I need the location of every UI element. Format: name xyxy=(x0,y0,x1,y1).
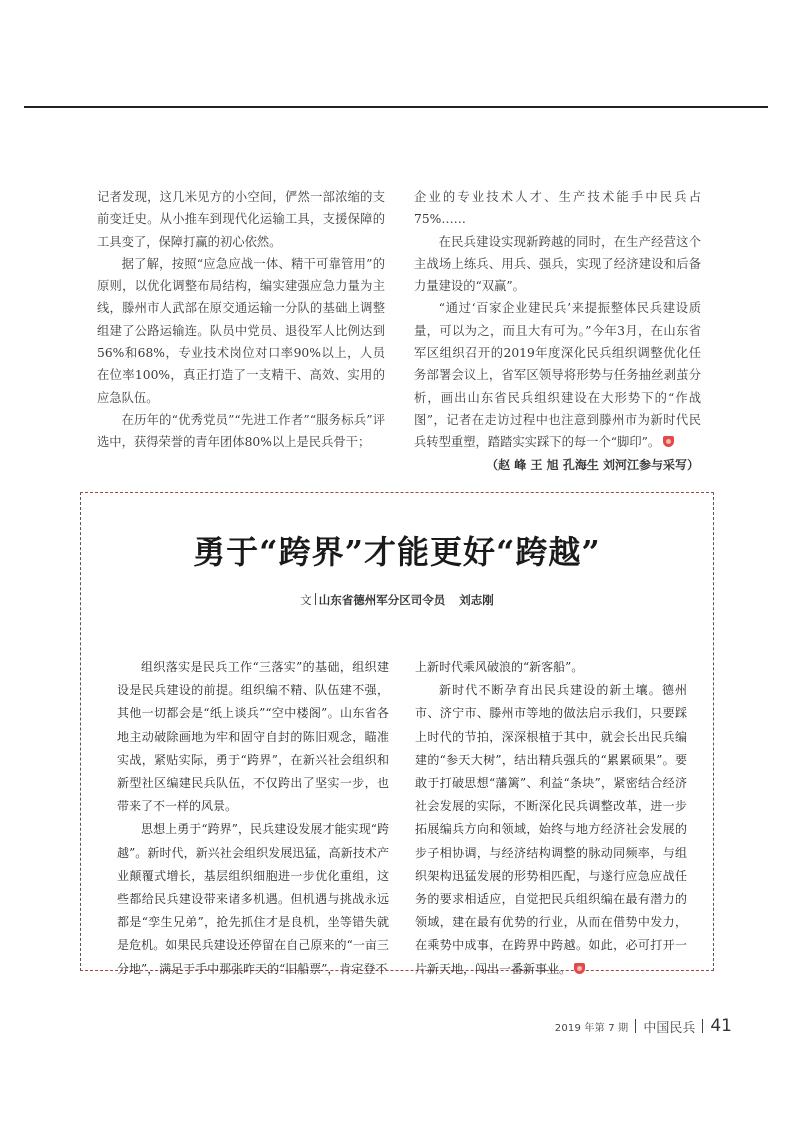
upper-article-left-column xyxy=(97,186,385,454)
paragraph-text: “通过‘百家企业建民兵’来提振整体民兵建设质量，可以为之，而且大有可为。”今年3月，在山东省军区组织召开的2019年度深化民兵组织调整优化任务部署会议上，省军区领导将形势与任务抽丝剥茧分析，画出山东省民兵组织建设在大形势下的“作战图”，记者在走访过程中也注意到滕州市为新时代民兵转型重塑，踏踏实实踩下的每一个“脚印”。 xyxy=(414,301,701,450)
paragraph: 在历年的“优秀党员”“先进工作者”“服务标兵”评选中，获得荣誉的青年团体80%以上是民兵骨干； xyxy=(97,412,385,450)
footer-divider xyxy=(635,1019,636,1033)
feature-left-column xyxy=(117,656,389,981)
end-mark-icon xyxy=(574,963,585,974)
byline-divider xyxy=(315,593,316,605)
paragraph: 组织落实是民兵工作“三落实”的基础，组织建设是民兵建设的前提。组织编不精、队伍建不强，其他一切都会是“纸上谈兵”“空中楼阁”。山东省各地主动破除画地为牢和固守自封的陈旧观念，瞄准实战，紧贴实际，勇于“跨界”，在新兴社会组织和新型社区编建民兵队伍，不仅跨出了坚实一步，也带来了不一样的风景。 xyxy=(117,660,389,814)
paragraph: 据了解，按照“应急应战一体、精干可靠管用”的原则，以优化调整布局结构，编实建强应急力量为主线，滕州市人武部在原交通运输一分队的基础上调整组建了公路运输连。队员中党员、退役军人比例达到56%和68%，专业技术岗位对口率90%以上，人员在位率100%，真正打造了一支精干、高效、实用的应急队伍。 xyxy=(97,256,385,405)
header-rule xyxy=(24,106,768,108)
byline-prefix: 文 xyxy=(300,593,312,607)
byline-author: 刘志刚 xyxy=(459,593,494,607)
paragraph: 思想上勇于“跨界”，民兵建设发展才能实现“跨越”。新时代，新兴社会组织发展迅猛，高新技术产业颠覆式增长，基层组织细胞进一步优化重组，这些都给民兵建设带来诸多机遇。但机遇与挑战永远都是“孪生兄弟”，抢先抓住才是良机，坐等错失就是危机。如果民兵建设还停留在自己原来的“一亩三分地”，满足于手中那张昨天的“旧船票”，肯定登不 xyxy=(117,822,389,976)
paragraph: 在民兵建设实现新跨越的同时，在生产经营这个主战场上练兵、用兵、强兵，实现了经济建设和后备力量建设的“双赢”。 xyxy=(414,234,701,294)
paragraph: 企业的专业技术人才、生产技术能手中民兵占75%…… xyxy=(414,190,701,227)
paragraph xyxy=(415,679,687,981)
page-number: 41 xyxy=(710,1016,732,1036)
feature-right-column xyxy=(415,656,687,981)
feature-byline xyxy=(0,592,794,608)
issue-label: 2019 年第 7 期 xyxy=(554,1022,629,1034)
page-footer xyxy=(555,1016,732,1036)
end-mark-icon xyxy=(663,436,674,447)
byline-role: 山东省德州军分区司令员 xyxy=(318,593,446,607)
paragraph: 记者发现，这几米见方的小空间，俨然一部浓缩的支前变迁史。从小推车到现代化运输工具，支援保障的工具变了，保障打赢的初心依然。 xyxy=(97,190,385,249)
contributors-byline: （赵 峰 王 旭 孔海生 刘河江参与采写） xyxy=(486,457,699,472)
paragraph xyxy=(414,297,701,453)
paragraph-text: 新时代不断孕育出民兵建设的新土壤。德州市、济宁市、滕州市等地的做法启示我们，只要踩上时代的节拍，深深根植于其中，就会长出民兵编建的“参天大树”，结出精兵强兵的“累累硕果”。要敢于打破思想“藩篱”、利益“条块”，紧密结合经济社会发展的实际，不断深化民兵调整改革，进一步拓展编兵方向和领域，始终与地方经济社会发展的步子相协调，与经济结构调整的脉动同频率，与组织架构迅猛发展的形势相匹配，与遂行应急应战任务的要求相适应，自觉把民兵组织编在最有潜力的领域，建在最有优势的行业，从而在借势中发力，在乘势中成事，在跨界中跨越。如此，必可打开一片新天地，闯出一番新事业。 xyxy=(415,683,687,976)
paragraph: 上新时代乘风破浪的“新客船”。 xyxy=(415,660,584,674)
feature-title: 勇于“跨界”才能更好“跨越” xyxy=(193,533,601,571)
magazine-name: 中国民兵 xyxy=(643,1020,696,1036)
footer-divider xyxy=(702,1019,703,1033)
upper-article-right-column xyxy=(414,186,701,476)
